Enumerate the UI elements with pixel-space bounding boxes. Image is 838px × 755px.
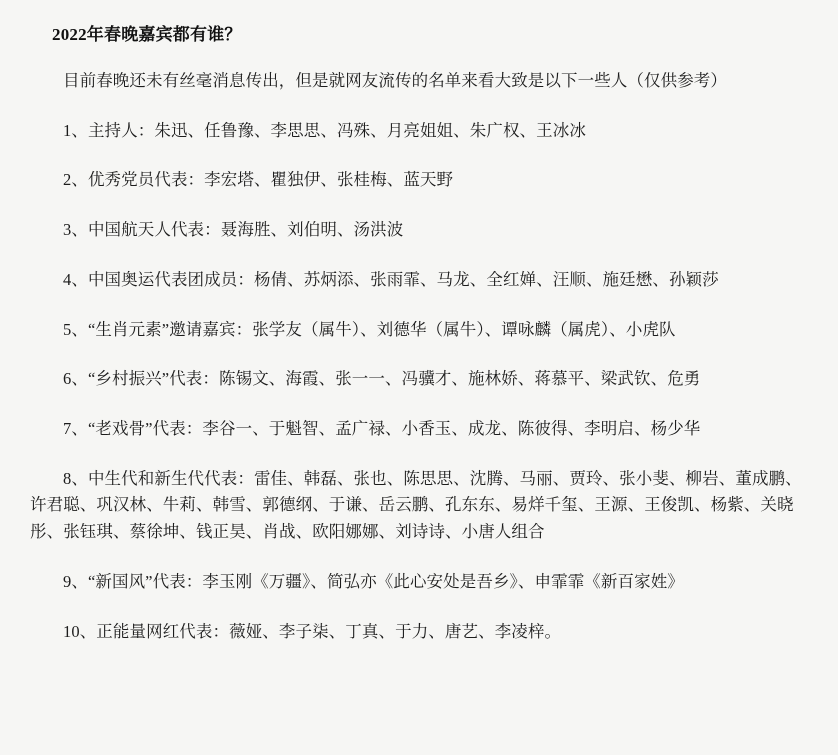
- paragraph-influencers: 10、正能量网红代表：薇娅、李子柒、丁真、于力、唐艺、李凌梓。: [63, 621, 562, 641]
- paragraph-intro: 目前春晚还未有丝毫消息传出，但是就网友流传的名单来看大致是以下一些人（仅供参考）: [63, 71, 727, 90]
- paragraph-new-generation: 8、中生代和新生代代表：雷佳、韩磊、张也、陈思思、沈腾、马丽、贾玲、张小斐、柳岩、董成鹏、许君聪、巩汉林、牛莉、韩雪、郭德纲、于谦、岳云鹏、孔东东、易烊千玺、王源、王俊凯、杨紫、关晓彤、张钰琪、蔡徐坤、钱正昊、肖战、欧阳娜娜、刘诗诗、小唐人组合: [30, 468, 802, 542]
- paragraph-astronauts: 3、中国航天人代表：聂海胜、刘伯明、汤洪波: [63, 220, 404, 240]
- paragraph-hosts: 1、主持人：朱迅、任鲁豫、李思思、冯殊、月亮姐姐、朱广权、王冰冰: [63, 120, 586, 140]
- paragraph-zodiac-guests: 5、“生肖元素”邀请嘉宾：张学友（属牛）、刘德华（属牛）、谭咏麟（属虎）、小虎队: [63, 319, 676, 339]
- paragraph-olympians: 4、中国奥运代表团成员：杨倩、苏炳添、张雨霏、马龙、全红婵、汪顺、施廷懋、孙颖莎: [63, 269, 719, 289]
- paragraph-new-chinese-style: 9、“新国风”代表：李玉刚《万疆》、简弘亦《此心安处是吾乡》、申霏霏《新百家姓》: [63, 571, 684, 591]
- paragraph-party-members: 2、优秀党员代表：李宏塔、瞿独伊、张桂梅、蓝天野: [63, 170, 454, 190]
- page-title: 2022年春晚嘉宾都有谁？: [52, 25, 242, 44]
- paragraph-veteran-actors: 7、“老戏骨”代表：李谷一、于魁智、孟广禄、小香玉、成龙、陈彼得、李明启、杨少华: [63, 419, 701, 439]
- paragraph-rural-revitalization: 6、“乡村振兴”代表：陈锡文、海霞、张一一、冯骥才、施林娇、蒋慕平、梁武钦、危勇: [63, 369, 701, 389]
